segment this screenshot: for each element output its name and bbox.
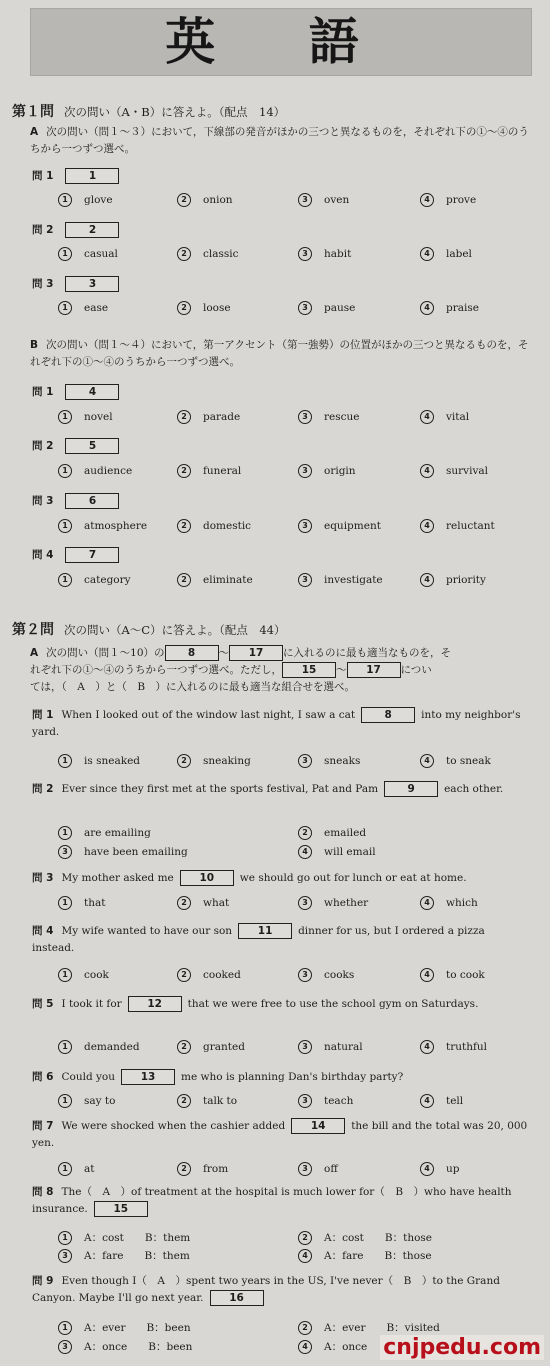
answer-box[interactable]: 15 — [94, 1201, 148, 1217]
option[interactable]: 2 loose — [177, 301, 231, 315]
option[interactable]: 4 which — [420, 896, 478, 910]
q1B-1-label: 問 1 4 — [32, 384, 119, 400]
answer-box[interactable]: 17 — [229, 645, 283, 661]
option[interactable]: 3 natural — [298, 1040, 363, 1054]
section1-heading — [12, 104, 285, 120]
option[interactable]: 4 truthful — [420, 1040, 487, 1054]
answer-box[interactable]: 11 — [238, 923, 292, 939]
option[interactable]: 4 A：fare B：those — [298, 1249, 432, 1263]
option[interactable]: 2 onion — [177, 193, 233, 207]
option[interactable]: 2 emailed — [298, 826, 366, 840]
option[interactable]: 4 A：once — [298, 1340, 367, 1354]
option[interactable]: 2 granted — [177, 1040, 245, 1054]
q2-5-text: 問 5 I took it for 12 that we were free to use the school gym on Saturdays. — [32, 998, 479, 1010]
option[interactable]: 4 vital — [420, 410, 469, 424]
watermark-logo: cnjpedu.com — [380, 1335, 544, 1360]
option[interactable]: 2 parade — [177, 410, 240, 424]
option[interactable]: 3 A：once B：been — [58, 1340, 192, 1354]
option[interactable]: 2 funeral — [177, 464, 241, 478]
option[interactable]: 3 pause — [298, 301, 355, 315]
section2-heading — [12, 622, 286, 638]
option[interactable]: 1 casual — [58, 247, 118, 261]
option[interactable]: 4 label — [420, 247, 472, 261]
q2-9-text: 問 9 Even though I（ A ）spent two years in the US, I've never（ B ）to the Grand Canyon. Maybe I'll go next year. 16 — [32, 1275, 500, 1304]
option[interactable]: 2 what — [177, 896, 229, 910]
option[interactable]: 2 classic — [177, 247, 239, 261]
option[interactable]: 4 reluctant — [420, 519, 495, 533]
answer-box[interactable]: 7 — [65, 547, 119, 563]
section2-number: 第２問 — [12, 622, 54, 638]
answer-box[interactable]: 17 — [347, 662, 401, 678]
answer-box[interactable]: 1 — [65, 168, 119, 184]
option[interactable]: 1 glove — [58, 193, 113, 207]
option[interactable]: 1 demanded — [58, 1040, 140, 1054]
option[interactable]: 1 ease — [58, 301, 108, 315]
option[interactable]: 1 are emailing — [58, 826, 151, 840]
section1-instruction: 次の問い（A・B）に答えよ。（配点 14） — [64, 105, 286, 119]
answer-box[interactable]: 2 — [65, 222, 119, 238]
option[interactable]: 3 whether — [298, 896, 368, 910]
option[interactable]: 3 A：fare B：them — [58, 1249, 190, 1263]
answer-box[interactable]: 15 — [282, 662, 336, 678]
q2-7-text: 問 7 We were shocked when the cashier added 14 the bill and the total was 20, 000 yen. — [32, 1120, 528, 1149]
answer-box[interactable]: 10 — [180, 870, 234, 886]
option[interactable]: 4 up — [420, 1162, 459, 1176]
option[interactable]: 3 off — [298, 1162, 338, 1176]
option[interactable]: 1 novel — [58, 410, 113, 424]
answer-box[interactable]: 12 — [128, 996, 182, 1012]
q2-8-text: 問 8 The（ A ）of treatment at the hospital is much lower for（ B ）who have health insurance. 15 — [32, 1186, 512, 1215]
answer-box[interactable]: 9 — [384, 781, 438, 797]
option[interactable]: 4 prove — [420, 193, 476, 207]
q2-2-text: 問 2 Ever since they first met at the sports festival, Pat and Pam 9 each other. — [32, 783, 504, 795]
option[interactable]: 3 investigate — [298, 573, 383, 587]
option[interactable]: 3 have been emailing — [58, 845, 188, 859]
answer-box[interactable]: 8 — [361, 707, 415, 723]
option[interactable]: 2 from — [177, 1162, 228, 1176]
answer-box[interactable]: 6 — [65, 493, 119, 509]
answer-box[interactable]: 13 — [121, 1069, 175, 1085]
option[interactable]: 2 cooked — [177, 968, 241, 982]
option[interactable]: 2 A：ever B：visited — [298, 1321, 440, 1335]
option[interactable]: 4 to cook — [420, 968, 485, 982]
option[interactable]: 4 praise — [420, 301, 479, 315]
option[interactable]: 1 cook — [58, 968, 109, 982]
section1-partA-instruction: A 次の問い（問１～３）において，下線部の発音がほかの三つと異なるものを，それぞれ下の①～④のうちから一つずつ選べ。 — [30, 126, 529, 155]
option[interactable]: 2 talk to — [177, 1094, 237, 1108]
q2-1-text: 問 1 When I looked out of the window last night, I saw a cat 8 into my neighbor's yard. — [32, 709, 521, 738]
answer-box[interactable]: 16 — [210, 1290, 264, 1306]
answer-box[interactable]: 14 — [291, 1118, 345, 1134]
option[interactable]: 2 domestic — [177, 519, 251, 533]
answer-box[interactable]: 8 — [165, 645, 219, 661]
option[interactable]: 4 will email — [298, 845, 376, 859]
q2-4-text: 問 4 My wife wanted to have our son 11 dinner for us, but I ordered a pizza instead. — [32, 925, 485, 954]
option[interactable]: 4 tell — [420, 1094, 463, 1108]
answer-box[interactable]: 3 — [65, 276, 119, 292]
answer-box[interactable]: 5 — [65, 438, 119, 454]
section1-number: 第１問 — [12, 104, 54, 120]
option[interactable]: 4 priority — [420, 573, 486, 587]
option[interactable]: 4 survival — [420, 464, 488, 478]
option[interactable]: 3 sneaks — [298, 754, 360, 768]
option[interactable]: 1 say to — [58, 1094, 115, 1108]
option[interactable]: 3 equipment — [298, 519, 381, 533]
option[interactable]: 1 atmosphere — [58, 519, 147, 533]
option[interactable]: 1 A：cost B：them — [58, 1231, 190, 1245]
q1B-3-label: 問 3 6 — [32, 493, 119, 509]
option[interactable]: 3 habit — [298, 247, 351, 261]
title-banner — [30, 8, 532, 76]
page-title: 英 語 — [165, 13, 397, 71]
section2-instruction: 次の問い（A～C）に答えよ。（配点 44） — [64, 623, 286, 637]
option[interactable]: 1 category — [58, 573, 131, 587]
q2-3-text: 問 3 My mother asked me 10 we should go out for lunch or eat at home. — [32, 872, 467, 884]
option[interactable]: 2 A：cost B：those — [298, 1231, 432, 1245]
q1-1-label: 問 1 1 — [32, 168, 119, 184]
option[interactable]: 2 eliminate — [177, 573, 253, 587]
option[interactable]: 1 that — [58, 896, 105, 910]
q1-2-label: 問 2 2 — [32, 222, 119, 238]
section1-partB-instruction: B 次の問い（問１～４）において，第一アクセント（第一強勢）の位置がほかの三つと異なるものを，それぞれ下の①～④のうちから一つずつ選べ。 — [30, 339, 529, 368]
section2-partA-instruction: A 次の問い（問１～10）の 8 ～ 17 に入れるのに最も適当なものを，そ れぞれ下の①～④のうちから一つずつ選べ。ただし， 15 ～ 17 につい ては，（ A ）と（ B ）に入れるのに最も適当な組合せを選べ。 — [30, 647, 452, 693]
option[interactable]: 2 sneaking — [177, 754, 251, 768]
option[interactable]: 1 audience — [58, 464, 132, 478]
option[interactable]: 1 at — [58, 1162, 94, 1176]
q2-6-text: 問 6 Could you 13 me who is planning Dan's birthday party? — [32, 1071, 404, 1083]
option[interactable]: 1 is sneaked — [58, 754, 140, 768]
option[interactable]: 3 oven — [298, 193, 349, 207]
answer-box[interactable]: 4 — [65, 384, 119, 400]
q1B-4-label: 問 4 7 — [32, 547, 119, 563]
option[interactable]: 3 origin — [298, 464, 356, 478]
option[interactable]: 3 cooks — [298, 968, 354, 982]
option[interactable]: 1 A：ever B：been — [58, 1321, 191, 1335]
option[interactable]: 4 to sneak — [420, 754, 491, 768]
option[interactable]: 3 teach — [298, 1094, 353, 1108]
q1-3-label: 問 3 3 — [32, 276, 119, 292]
q1B-2-label: 問 2 5 — [32, 438, 119, 454]
option[interactable]: 3 rescue — [298, 410, 359, 424]
